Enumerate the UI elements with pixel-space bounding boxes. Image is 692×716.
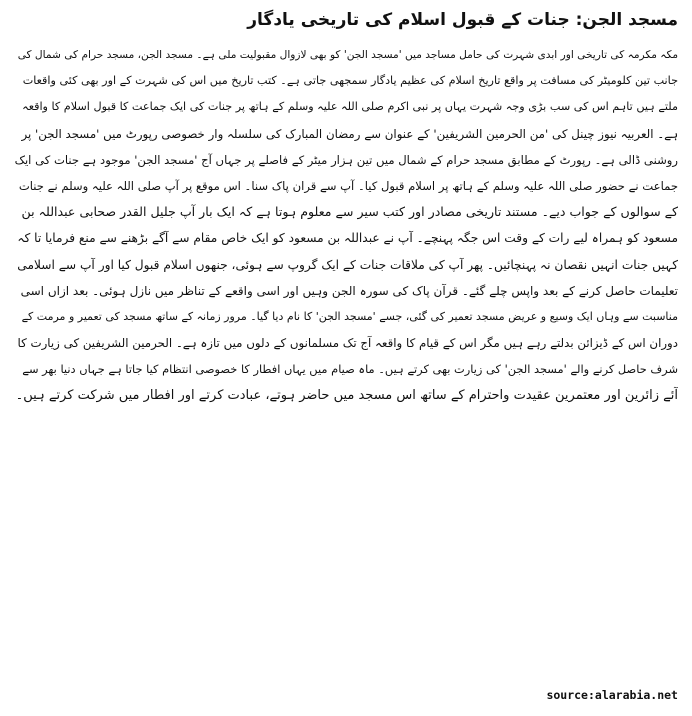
article-line: دوران اس کے ڈیزائن بدلتے رہے ہیں مگر اس کے قیام کا واقعہ آج تک مسلمانوں کے دلوں میں تازہ ہے۔ الحرمین الشریفین کی زیارت کا	[17, 336, 678, 351]
article-line: تعلیمات حاصل کرنے کے بعد واپس چلے گئے۔ قرآن پاک کی سورہ الجن وہیں اور اسی واقعے کے تناظر میں نازل ہوئی۔ بعد ازاں اسی	[20, 283, 678, 298]
article-line: جانب تین کلومیٹر کی مسافت پر واقع تاریخ اسلام کی عظیم یادگار سمجھی جاتی ہے۔ کتب تاریخ میں اس کی شہرت کے اور بھی کئی واقعات	[22, 74, 678, 88]
article-line: ہے۔ العربیہ نیوز چینل کی 'من الحرمین الشریفین' کے عنوان سے رمضان المبارک کی سلسلہ وار خصوصی رپورٹ میں 'مسجد الجن' پر	[21, 126, 678, 141]
article-title: مسجد الجن: جنات کے قبول اسلام کی تاریخی یادگار	[247, 10, 678, 30]
article-line: مسعود کو ہمراہ لیے رات کے وقت اس جگہ پہنچے۔ آپ نے عبداللہ بن مسعود کو ایک خاص مقام سے آگے بڑھنے سے منع فرمایا تا کہ	[17, 231, 678, 246]
article-line: مناسبت سے وہاں ایک وسیع و عریض مسجد تعمیر کی گئی، جسے 'مسجد الجن' کا نام دیا گیا۔ مرور زمانہ کے ساتھ مسجد کی تعمیر و مرمت کے	[21, 310, 678, 324]
article-line: شرف حاصل کرنے والے 'مسجد الجن' کی زیارت بھی کرتے ہیں۔ ماہ صیام میں یہاں افطار کا خصوصی انتظام کیا جاتا ہے جہاں دنیا بھر سے	[22, 362, 678, 377]
article-line: مکہ مکرمہ کی تاریخی اور ابدی شہرت کی حامل مساجد میں 'مسجد الجن' کو بھی لازوال مقبولیت ملی ہے۔ مسجد الجن، مسجد حرام کی شمال کی	[17, 49, 678, 61]
article-line: کے سوالوں کے جواب دیے۔ مستند تاریخی مصادر اور کتب سیر سے معلوم ہوتا ہے کہ ایک بار آپ جلیل القدر صحابی عبداللہ بن	[21, 204, 678, 220]
article-body	[14, 42, 678, 409]
article-line: جماعت نے حضور صلی اللہ علیہ وسلم کے ہاتھ پر اسلام قبول کیا۔ آپ سے قران پاک سنا۔ اس موقع پر آپ صلی اللہ علیہ وسلم نے جنات	[18, 179, 678, 194]
article-line: آئے زائرین اور معتمرین عقیدت واحترام کے ساتھ اس مسجد میں حاضر ہوتے، عبادت کرتے اور افطار میں شرکت کرتے ہیں۔	[15, 387, 678, 403]
source-credit: source:alarabia.net	[546, 688, 678, 702]
article-line: روشنی ڈالی ہے۔ رپورٹ کے مطابق مسجد حرام کے شمال میں تین ہزار میٹر کے فاصلے پر جہاں آج 'مسجد الجن' موجود ہے جنات کی ایک	[14, 152, 678, 167]
article-line: ملتے ہیں تاہم اس کی سب بڑی وجہ شہرت یہاں پر نبی اکرم صلی اللہ علیہ وسلم کے ہاتھ پر جنات کی ایک جماعت کا قبول اسلام کا واقعہ	[22, 100, 678, 114]
article-line: کہیں جنات انہیں نقصان نہ پہنچائیں۔ پھر آپ کی ملاقات جنات کے ایک گروپ سے ہوئی، جنھوں اسلام قبول کیا اور آپ سے اسلامی	[17, 257, 678, 272]
